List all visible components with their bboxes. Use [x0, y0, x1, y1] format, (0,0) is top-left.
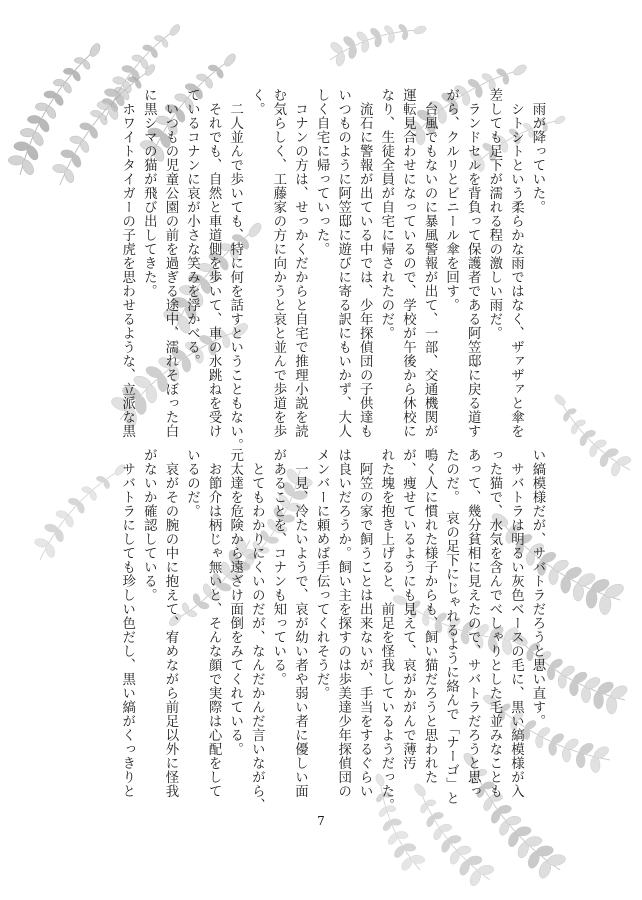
- text-line: は良いだろうか。飼い主を探すのは歩美達少年探偵団の: [335, 448, 351, 798]
- text-line: とてもわかりにくいのだが、なんだかんだ言いながら、: [249, 448, 265, 812]
- text-line: たのだ。 哀の足下にじゃれるように絡んで「ナーゴ」と: [443, 448, 459, 806]
- text-line: 一見、冷たいようで、哀が幼い者や弱い者に優しい面: [292, 448, 308, 798]
- text-line: い縞模様だが、サバトラだろうと思い直す。: [530, 448, 545, 728]
- text-line: がないか確認している。: [141, 448, 157, 602]
- text-line: 台風でもないのに暴風警報が出て、一部、交通機関が: [422, 88, 438, 438]
- text-line: いつものように阿笠邸に遊びに寄る訳にもいかず、大人: [335, 88, 351, 438]
- text-line: れた塊を抱き上げると、前足を怪我しているようだった。: [378, 448, 394, 812]
- text-line: サバトラは明るい灰色ベースの毛に、黒い縞模様が入: [508, 448, 524, 798]
- upper-text-block: [116, 88, 548, 452]
- text-line: ランドセルを背負って保護者である阿笠邸に戻る道す: [465, 88, 481, 438]
- text-line: 哀がその腕の中に抱えて、宥めながら前足以外に怪我: [162, 448, 178, 798]
- text-line: お節介は柄じゃ無いと、そんな顔で実際は心配をして: [206, 448, 222, 798]
- text-line: それでも、自然と車道側を歩いて、車の水跳ねを受け: [206, 88, 222, 438]
- text-line: メンバーに頼めば手伝ってくれそうだ。: [314, 448, 330, 700]
- text-line: コナンの方は、せっかくだからと自宅で推理小説を読: [292, 88, 308, 438]
- text-line: サバトラにしても珍しい色だし、黒い縞がくっきりと: [119, 448, 135, 798]
- text-line: 差しても足下が濡れる程の激しい雨だ。: [486, 88, 502, 340]
- text-line: いつもの児童公園の前を過ぎる途中、濡れそぼった白: [162, 88, 178, 438]
- text-line: 二人並んで歩いても、特に何を話すということもない。: [227, 88, 243, 452]
- text-line: く。: [249, 88, 265, 116]
- text-line: 流石に警報が出ている中では、少年探偵団の子供達も: [357, 88, 373, 438]
- lower-text-block: [116, 448, 548, 810]
- text-line: 元太達を危険から遠ざけ面倒をみてくれている。: [227, 448, 243, 756]
- text-line: 阿笠の家で飼うことは出来ないが、手当をするぐらい: [357, 448, 373, 798]
- text-line: なり、生徒全員が自宅に帰されたのだ。: [378, 88, 394, 340]
- text-line: が、痩せているようにも見えて、哀がかがんで薄汚: [400, 448, 416, 770]
- text-line: があることを、コナンも知っている。: [270, 448, 286, 686]
- text-line: ているコナンに哀が小さな笑みを浮かべる。: [184, 88, 200, 368]
- text-line: 鳴く人に慣れた様子からも、飼い猫だろうと思われた: [422, 448, 438, 784]
- text-line: ホワイトタイガーの子虎を思わせるような、立派な黒: [119, 88, 135, 438]
- text-line: 運転見合わせになっているので、学校が午後から休校に: [400, 88, 416, 438]
- text-line: む気らしく、工藤家の方に向かうと哀と並んで歩道を歩: [270, 88, 286, 438]
- text-line: シトシトという柔らかな雨ではなく、ザァザァと傘を: [508, 88, 524, 438]
- text-line: に黒シマの猫が飛び出してきた。: [141, 88, 157, 298]
- page-number: 7: [317, 814, 325, 828]
- text-line: あって、幾分貧相に見えたので、サバトラだろうと思っ: [465, 448, 481, 798]
- text-line: がら、クルリとビニール傘を回す。: [443, 88, 459, 312]
- text-line: いるのだ。: [184, 448, 200, 518]
- text-line: しく自宅に帰っていった。: [314, 88, 330, 256]
- text-line: った猫で、水気を含んでべしゃりとした毛並みなことも: [486, 448, 502, 798]
- text-line: 雨が降っていた。: [530, 88, 545, 214]
